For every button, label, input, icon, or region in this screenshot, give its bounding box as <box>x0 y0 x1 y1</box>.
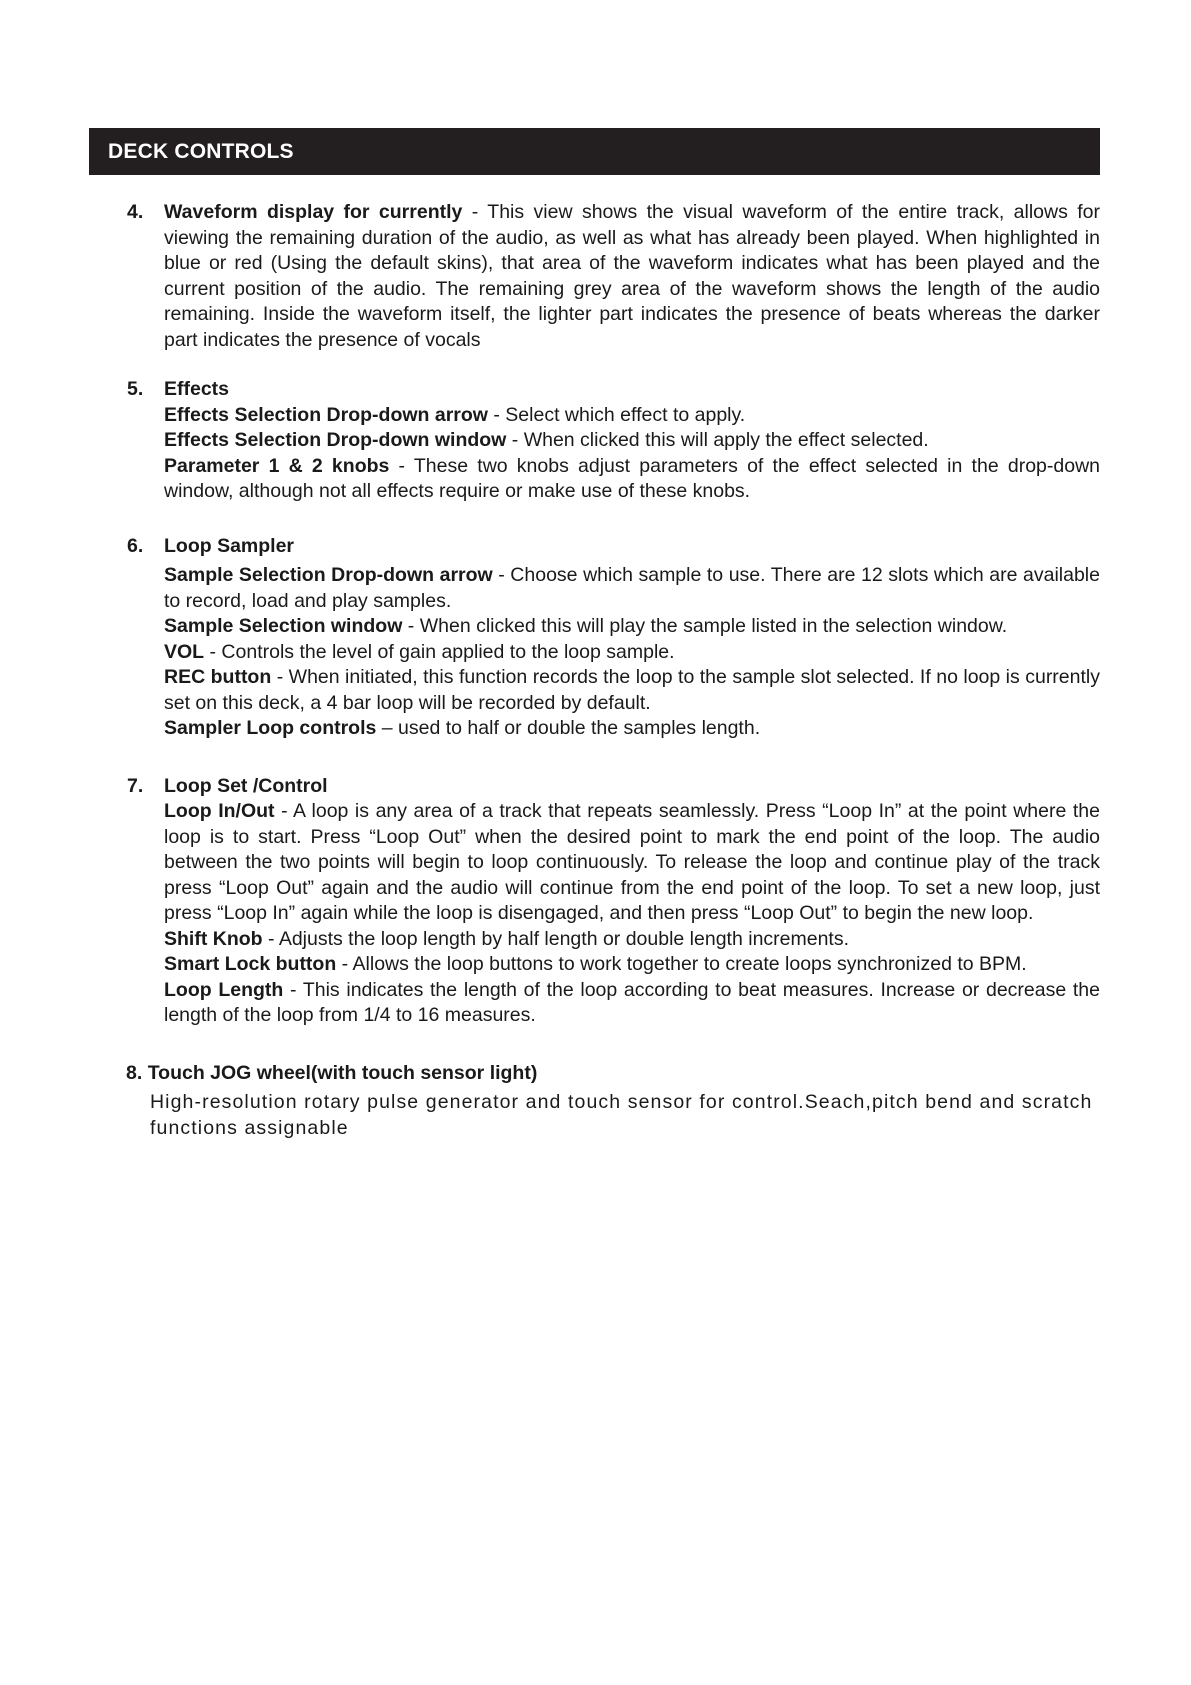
section-4 <box>127 200 1100 353</box>
section-number: 4. <box>127 201 144 223</box>
section-6 <box>127 534 1100 742</box>
section-title-text: Touch JOG wheel(with touch sensor light) <box>147 1061 538 1084</box>
item-text: - Choose which sample to use. There are 12 slots which are available to record, load and play samples. <box>164 564 1100 612</box>
item-term: VOL <box>164 640 205 663</box>
item-term: Effects Selection Drop-down window <box>164 429 507 451</box>
section-title: Loop Sampler <box>164 534 295 557</box>
item-term: Loop In/Out <box>164 800 275 822</box>
item-paragraph <box>164 640 1100 666</box>
section-number: 6. <box>127 534 144 557</box>
item-term: Shift Knob <box>164 927 263 950</box>
item-text: - A loop is any area of a track that repeats seamlessly. Press “Loop In” at the point where the loop is to start. Press “Loop Out” when the desired point to mark the end point of the loop. The audio between the two points will begin to loop continuously. To release the loop and continue play of the track press “Loop Out” again and the audio will continue from the end point of the loop. To set a new loop, just press “Loop In” again while the loop is disengaged, and then press “Loop Out” to begin the new loop. <box>164 800 1100 924</box>
item-term: Sampler Loop controls <box>164 717 377 739</box>
item-paragraph <box>164 952 1100 978</box>
item-paragraph <box>164 428 1100 454</box>
item-term: REC button <box>164 666 272 688</box>
item-text: - When initiated, this function records the loop to the sample slot selected. If no loop is currently set on this deck, a 4 bar loop will be recorded by default. <box>164 666 1100 714</box>
item-paragraph <box>164 403 1100 429</box>
item-text: - This indicates the length of the loop according to beat measures. Increase or decrease the length of the loop from 1/4 to 16 measures. <box>164 978 1100 1026</box>
item-term: Effects Selection Drop-down arrow <box>164 403 488 426</box>
item-text: - When clicked this will apply the effect selected. <box>506 429 929 451</box>
section-number: 5. <box>127 378 144 400</box>
item-paragraph <box>164 978 1100 1029</box>
section-title: Effects <box>164 378 230 400</box>
item-paragraph <box>164 454 1100 505</box>
section-text: - This view shows the visual waveform of the entire track, allows for viewing the remaining duration of the audio, as well as what has already been played. When highlighted in blue or red (Using the default skins), that area of the waveform indicates what has been played and the current position of the audio. The remaining grey area of the waveform shows the length of the audio remaining. Inside the waveform itself, the lighter part indicates the presence of beats whereas the darker part indicates the presence of vocals <box>164 201 1101 351</box>
item-text: - When clicked this will play the sample listed in the selection window. <box>402 615 1008 637</box>
item-text: – used to half or double the samples length. <box>376 717 761 739</box>
item-paragraph <box>164 614 1100 640</box>
section-7 <box>127 774 1100 1029</box>
item-term: Sample Selection window <box>164 615 403 637</box>
section-number: 7. <box>127 774 144 797</box>
section-header-banner <box>89 128 1100 175</box>
item-text: - Controls the level of gain applied to the loop sample. <box>204 640 675 663</box>
item-term: Smart Lock button <box>164 953 337 975</box>
item-text: - Allows the loop buttons to work together to create loops synchronized to BPM. <box>336 953 1027 975</box>
item-paragraph <box>164 799 1100 927</box>
section-title: Waveform display for currently <box>164 201 463 223</box>
item-text: - These two knobs adjust parameters of the effect selected in the drop-down window, although not all effects require or make use of these knobs. <box>164 454 1100 502</box>
item-paragraph <box>164 716 1100 742</box>
section-8 <box>126 1061 1100 1142</box>
item-text: - Select which effect to apply. <box>487 403 746 426</box>
item-paragraph <box>164 563 1100 614</box>
section-header-title: DECK CONTROLS <box>108 140 294 163</box>
item-term: Sample Selection Drop-down arrow <box>164 564 493 586</box>
section-number: 8. <box>126 1061 143 1084</box>
section-5 <box>127 377 1100 505</box>
section-title: Loop Set /Control <box>164 774 328 797</box>
item-text: - Adjusts the loop length by half length or double length increments. <box>262 927 850 950</box>
item-term: Loop Length <box>164 978 284 1001</box>
item-paragraph <box>164 665 1100 716</box>
section-paragraph <box>164 200 1100 353</box>
manual-content <box>127 200 1100 1141</box>
item-paragraph <box>164 927 1100 953</box>
section-text: High-resolution rotary pulse generator and touch sensor for control.Seach,pitch bend and scratch functions assignable <box>150 1091 1093 1139</box>
item-term: Parameter 1 & 2 knobs <box>164 454 390 477</box>
section-title <box>126 1061 1100 1087</box>
